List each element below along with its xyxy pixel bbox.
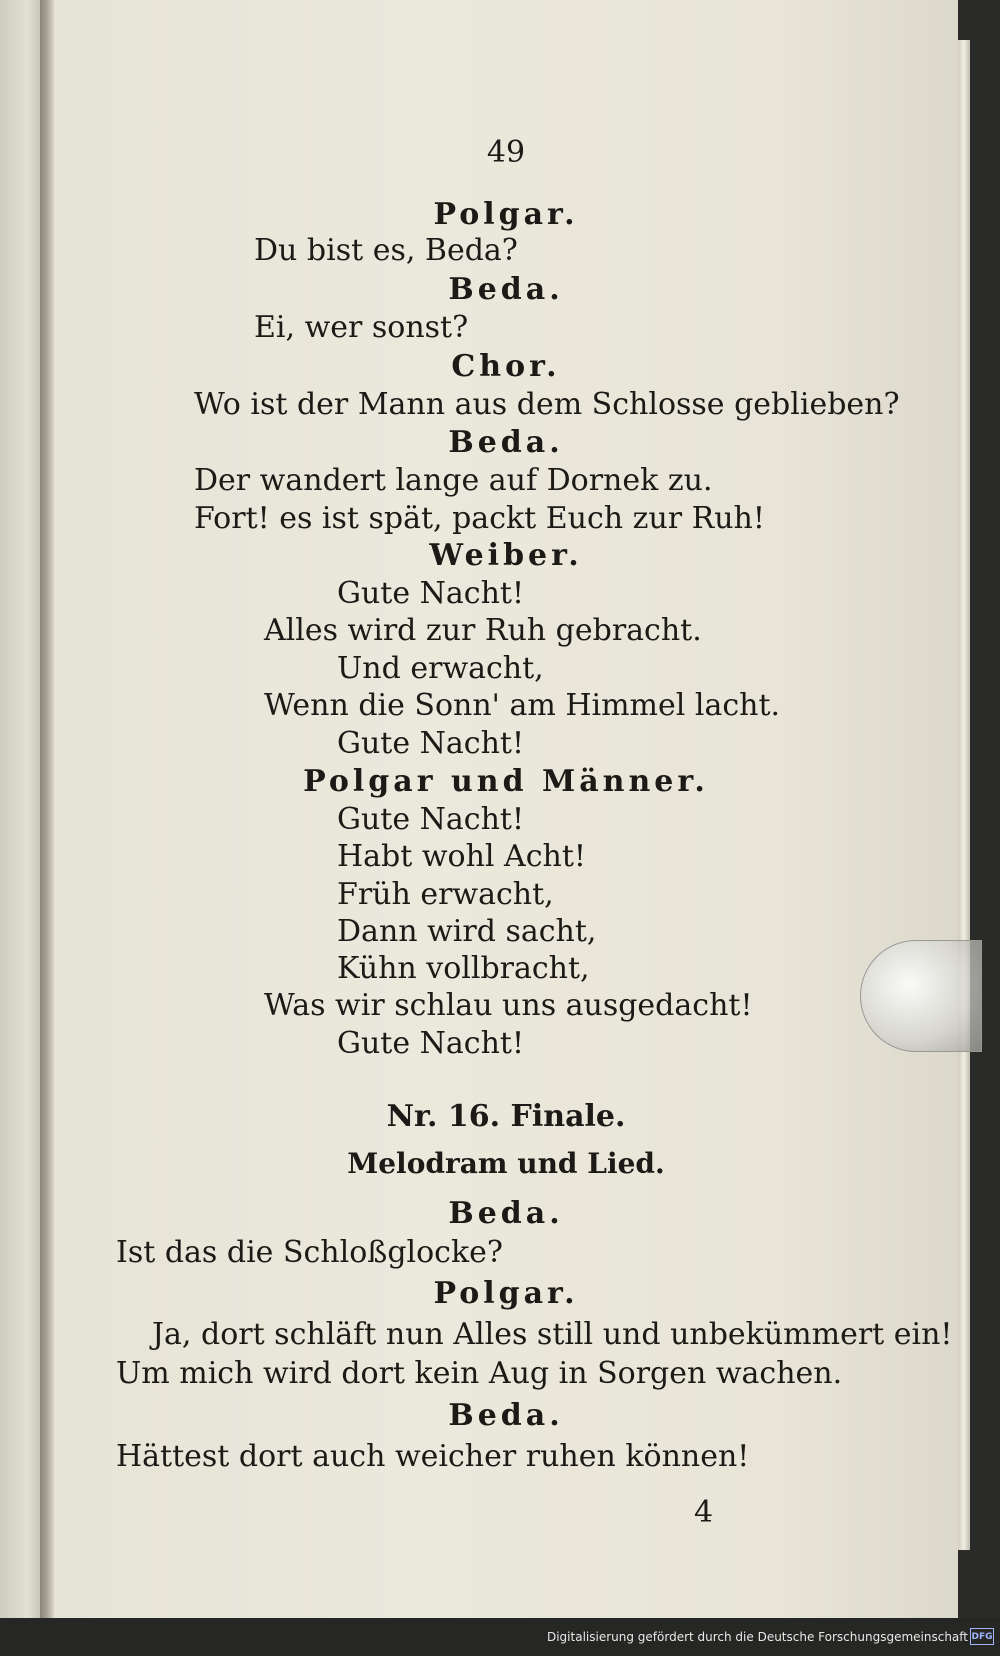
dfg-logo-icon: DFG <box>970 1628 994 1645</box>
verse-line: Dann wird sacht, <box>337 914 597 949</box>
verse-line: Wo ist der Mann aus dem Schlosse geblieben? <box>194 387 900 422</box>
speaker-beda: Beda. <box>448 1196 564 1231</box>
speaker-beda: Beda. <box>448 425 564 460</box>
speaker-weiber: Weiber. <box>429 538 583 573</box>
speaker-beda: Beda. <box>448 272 564 307</box>
section-heading: Nr. 16. Finale. <box>386 1099 626 1134</box>
verse-line: Du bist es, Beda? <box>254 233 518 268</box>
prose-line: Um mich wird dort kein Aug in Sorgen wachen. <box>116 1356 843 1391</box>
footer-credit: Digitalisierung gefördert durch die Deutsche Forschungsgemeinschaft <box>546 1630 968 1644</box>
verse-line: Kühn vollbracht, <box>337 951 590 986</box>
verse-line: Der wandert lange auf Dornek zu. <box>194 463 713 498</box>
speaker-polgar: Polgar. <box>433 1276 579 1311</box>
book-page <box>54 0 958 1618</box>
book-gutter <box>40 0 54 1618</box>
verse-line: Und erwacht, <box>337 651 544 686</box>
verse-line: Habt wohl Acht! <box>337 839 586 874</box>
verse-line: Gute Nacht! <box>337 726 525 761</box>
prose-line: Ja, dort schläft nun Alles still und unbekümmert ein! <box>152 1317 953 1352</box>
verse-line: Gute Nacht! <box>337 802 525 837</box>
verse-line: Früh erwacht, <box>337 877 554 912</box>
speaker-polgar-und-maenner: Polgar und Männer. <box>303 764 709 799</box>
page-clip <box>860 940 982 1052</box>
speaker-beda: Beda. <box>448 1398 564 1433</box>
page-edge <box>958 40 970 1550</box>
verse-line: Ei, wer sonst? <box>254 310 469 345</box>
prose-line: Hättest dort auch weicher ruhen können! <box>116 1439 750 1474</box>
page-number: 49 <box>486 135 526 170</box>
speaker-polgar: Polgar. <box>433 197 579 232</box>
verse-line: Alles wird zur Ruh gebracht. <box>264 613 702 648</box>
footer-bar <box>0 1618 1000 1656</box>
prose-line: Ist das die Schloßglocke? <box>116 1235 503 1270</box>
signature-mark: 4 <box>694 1495 714 1530</box>
verse-line: Gute Nacht! <box>337 576 525 611</box>
section-subheading: Melodram und Lied. <box>347 1147 665 1180</box>
verse-line: Fort! es ist spät, packt Euch zur Ruh! <box>194 501 765 536</box>
verse-line: Gute Nacht! <box>337 1026 525 1061</box>
verse-line: Wenn die Sonn' am Himmel lacht. <box>264 688 781 723</box>
verse-line: Was wir schlau uns ausgedacht! <box>264 988 753 1023</box>
speaker-chor: Chor. <box>451 349 561 384</box>
